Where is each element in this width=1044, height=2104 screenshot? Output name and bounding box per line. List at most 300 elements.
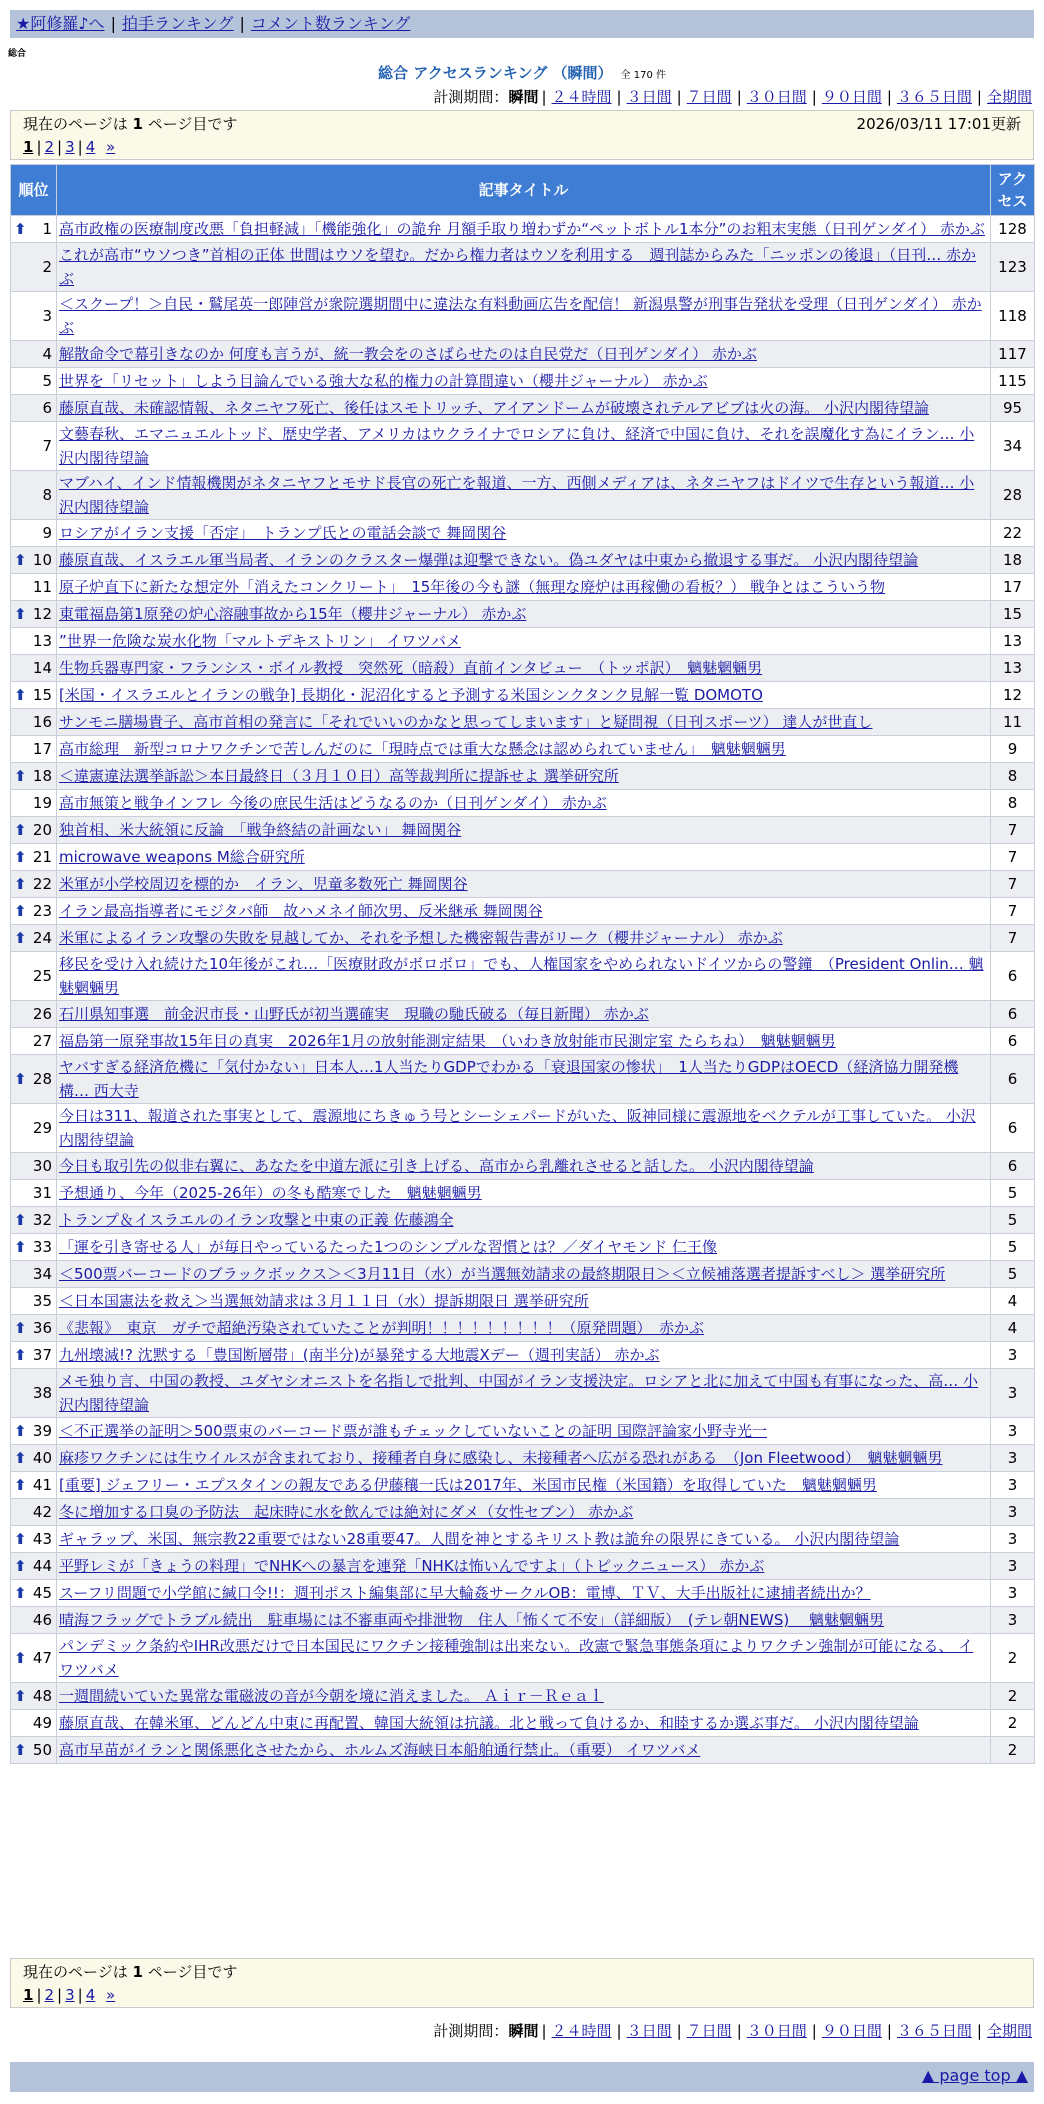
- nav-separator: |: [110, 14, 116, 33]
- access-count: 5: [991, 1207, 1035, 1234]
- pagination-next[interactable]: »: [106, 138, 116, 156]
- access-count: 9: [991, 736, 1035, 763]
- title-cell: [57, 1499, 991, 1526]
- article-link[interactable]: サンモニ膳場貴子、高市首相の発言に「それでいいのかなと思ってしまいます」と疑問視（日刊スポーツ） 達人が世直し: [59, 713, 873, 731]
- title-cell: [57, 1607, 991, 1634]
- rank-number: 20: [32, 821, 52, 839]
- rank-number: 43: [32, 1530, 52, 1548]
- access-count: 6: [991, 1153, 1035, 1180]
- pagination-link-4[interactable]: 4: [85, 138, 96, 156]
- rank-cell: [11, 952, 57, 1001]
- up-arrow-icon: ⬆: [14, 1741, 27, 1759]
- table-row: [11, 790, 1035, 817]
- access-count: 11: [991, 709, 1035, 736]
- rank-cell: [11, 763, 57, 790]
- title-cell: [57, 709, 991, 736]
- title-cell: [57, 1445, 991, 1472]
- rank-number: 3: [42, 307, 52, 325]
- access-count: 6: [991, 1001, 1035, 1028]
- rank-number: 28: [32, 1070, 52, 1088]
- article-link[interactable]: [米国・イスラエルとイランの戦争] 長期化・泥沼化すると予測する米国シンクタンク見解一覧 DOMOTO: [59, 686, 763, 704]
- rank-number: 26: [32, 1005, 52, 1023]
- article-link[interactable]: 高市総理 新型コロナワクチンで苦しんだのに「現時点では重大な懸念は認められていません」 魑魅魍魎男: [59, 740, 786, 758]
- access-count: 7: [991, 844, 1035, 871]
- article-link[interactable]: 生物兵器専門家・フランシス・ボイル教授 突然死（暗殺）直前インタビュー （トッポ訳） 魑魅魍魎男: [59, 659, 763, 677]
- article-link[interactable]: 予想通り、今年（2025-26年）の冬も酷寒でした 魑魅魍魎男: [59, 1184, 482, 1202]
- up-arrow-icon: ⬆: [14, 767, 27, 785]
- rank-cell: [11, 1153, 57, 1180]
- article-link[interactable]: [重要] ジェフリー・エプスタインの親友である伊藤穰一氏は2017年、米国市民権（米国籍）を取得していた 魑魅魍魎男: [59, 1476, 877, 1494]
- title-cell: [57, 471, 991, 520]
- period-link-30d[interactable]: ３０日間: [746, 88, 807, 106]
- rank-number: 27: [32, 1032, 52, 1050]
- access-count: 28: [991, 471, 1035, 520]
- access-count: 2: [991, 1634, 1035, 1683]
- article-link[interactable]: 高市早苗がイランと関係悪化させたから、ホルムズ海峡日本船舶通行禁止。（重要） イワツバメ: [59, 1741, 701, 1759]
- table-row: [11, 763, 1035, 790]
- footer-bar: [10, 2062, 1034, 2092]
- table-row: [11, 243, 1035, 292]
- pagination-link-2[interactable]: 2: [44, 1986, 55, 2004]
- rank-number: 18: [32, 767, 52, 785]
- title-cell: [57, 1180, 991, 1207]
- access-count: 118: [991, 292, 1035, 341]
- access-count: 6: [991, 952, 1035, 1001]
- nav-link-comment-ranking[interactable]: コメント数ランキング: [250, 14, 411, 33]
- rank-number: 36: [32, 1319, 52, 1337]
- article-link[interactable]: 米軍が小学校周辺を標的か イラン、児童多数死亡 舞岡関谷: [59, 875, 468, 893]
- table-row: [11, 1207, 1035, 1234]
- access-count: 3: [991, 1445, 1035, 1472]
- title-cell: [57, 520, 991, 547]
- access-count: 22: [991, 520, 1035, 547]
- pagination-current: 1: [23, 1986, 34, 2004]
- access-count: 7: [991, 871, 1035, 898]
- table-row: [11, 574, 1035, 601]
- rank-cell: [11, 1342, 57, 1369]
- access-count: 3: [991, 1369, 1035, 1418]
- up-arrow-icon: ⬆: [14, 220, 27, 238]
- rank-cell: [11, 1104, 57, 1153]
- rank-cell: [11, 1315, 57, 1342]
- rank-number: 47: [32, 1649, 52, 1667]
- table-row: [11, 601, 1035, 628]
- top-nav-bar: [10, 10, 1034, 38]
- rank-cell: [11, 1261, 57, 1288]
- title-cell: [57, 1369, 991, 1418]
- title-cell: [57, 952, 991, 1001]
- up-arrow-icon: ⬆: [14, 902, 27, 920]
- rank-number: 31: [32, 1184, 52, 1202]
- period-link-all[interactable]: 全期間: [986, 2022, 1032, 2040]
- up-arrow-icon: ⬆: [14, 1238, 27, 1256]
- up-arrow-icon: ⬆: [14, 1476, 27, 1494]
- table-row: [11, 628, 1035, 655]
- rank-number: 21: [32, 848, 52, 866]
- title-cell: [57, 1104, 991, 1153]
- table-row: [11, 952, 1035, 1001]
- table-row: [11, 1526, 1035, 1553]
- article-link[interactable]: 一週間続いていた異常な電磁波の音が今朝を境に消えました。 Ａｉｒ－Ｒｅａｌ: [59, 1687, 604, 1705]
- title-cell: [57, 736, 991, 763]
- table-row: [11, 1472, 1035, 1499]
- rank-cell: [11, 520, 57, 547]
- up-arrow-icon: ⬆: [14, 551, 27, 569]
- rank-cell: [11, 682, 57, 709]
- article-link[interactable]: 平野レミが「きょうの料理」でNHKへの暴言を連発「NHKは怖いんですよ」（トピックニュース） 赤かぶ: [59, 1557, 765, 1575]
- article-link[interactable]: 解散命令で幕引きなのか 何度も言うが、統一教会をのさばらせたのは自民党だ（日刊ゲンダイ） 赤かぶ: [59, 345, 757, 363]
- header-title: 記事タイトル: [57, 165, 991, 216]
- article-link[interactable]: 九州壊滅!? 沈黙する「豊国断層帯」(南半分)が暴発する大地震Xデー（週刊実話） 赤かぶ: [59, 1346, 660, 1364]
- period-link-24h[interactable]: ２４時間: [551, 88, 612, 106]
- period-link-365d[interactable]: ３６５日間: [896, 88, 972, 106]
- access-count: 95: [991, 395, 1035, 422]
- table-row: [11, 1315, 1035, 1342]
- title-cell: [57, 898, 991, 925]
- access-count: 117: [991, 341, 1035, 368]
- article-link[interactable]: イラン最高指導者にモジタバ師 故ハメネイ師次男、反米継承 舞岡関谷: [59, 902, 543, 920]
- table-row: [11, 292, 1035, 341]
- rank-cell: [11, 1001, 57, 1028]
- page-info-top: [10, 110, 1034, 160]
- title-cell: [57, 655, 991, 682]
- up-arrow-icon: ⬆: [14, 1449, 27, 1467]
- pagination-link-4[interactable]: 4: [85, 1986, 96, 2004]
- rank-cell: [11, 1418, 57, 1445]
- rank-cell: [11, 736, 57, 763]
- article-link[interactable]: 東電福島第1原発の炉心溶融事故から15年（櫻井ジャーナル） 赤かぶ: [59, 605, 527, 623]
- title-cell: [57, 682, 991, 709]
- article-link[interactable]: ＜500票バーコードのブラックボックス＞＜3月11日（水）が当選無効請求の最終期限日＞＜立候補落選者提訴すべし＞ 選挙研究所: [59, 1265, 946, 1283]
- title-cell: [57, 1028, 991, 1055]
- rank-number: 12: [32, 605, 52, 623]
- access-count: 3: [991, 1607, 1035, 1634]
- title-cell: [57, 243, 991, 292]
- rank-cell: [11, 1710, 57, 1737]
- table-row: [11, 1580, 1035, 1607]
- title-cell: [57, 1288, 991, 1315]
- title-cell: [57, 292, 991, 341]
- rank-cell: [11, 628, 57, 655]
- category-label: 総合: [8, 49, 27, 59]
- article-link[interactable]: 高市政権の医療制度改悪「負担軽減」「機能強化」の詭弁 月額手取り増わずか“ペットボトル1本分”のお粗末実態（日刊ゲンダイ） 赤かぶ: [59, 220, 985, 238]
- access-count: 3: [991, 1418, 1035, 1445]
- rank-number: 30: [32, 1157, 52, 1175]
- access-count: 3: [991, 1342, 1035, 1369]
- period-link-90d[interactable]: ９０日間: [821, 2022, 882, 2040]
- title-cell: [57, 395, 991, 422]
- rank-number: 13: [32, 632, 52, 650]
- rank-number: 34: [32, 1265, 52, 1283]
- up-arrow-icon: ⬆: [14, 1422, 27, 1440]
- pagination-link-2[interactable]: 2: [44, 138, 55, 156]
- rank-cell: [11, 1055, 57, 1104]
- article-link[interactable]: ”世界一危険な炭水化物「マルトデキストリン」 イワツバメ: [59, 632, 461, 650]
- nav-separator: |: [239, 14, 245, 33]
- article-link[interactable]: 《悲報》 東京 ガチで超絶汚染されていたことが判明！！！！！！！！！（原発問題） 赤かぶ: [59, 1319, 705, 1337]
- access-count: 7: [991, 925, 1035, 952]
- access-count: 3: [991, 1553, 1035, 1580]
- title-cell: [57, 1683, 991, 1710]
- rank-number: 50: [32, 1741, 52, 1759]
- rank-number: 11: [32, 578, 52, 596]
- rank-number: 10: [32, 551, 52, 569]
- article-link[interactable]: ヤバすぎる経済危機に「気付かない」日本人…1人当たりGDPでわかる「衰退国家の惨状」 1人当たりGDPはOECD（経済協力開発機構… 西大寺: [59, 1058, 959, 1100]
- up-arrow-icon: ⬆: [14, 848, 27, 866]
- table-row: [11, 1634, 1035, 1683]
- current-page-text: 現在のページは 1 ページ目です: [23, 115, 238, 133]
- rank-cell: [11, 1445, 57, 1472]
- access-count: 4: [991, 1288, 1035, 1315]
- article-link[interactable]: 藤原直哉、在韓米軍、どんどん中東に再配置、韓国大統領は抗議。北と戦って負けるか、和睦するか選ぶ事だ。 小沢内閣待望論: [59, 1714, 919, 1732]
- rank-cell: [11, 1499, 57, 1526]
- title-cell: [57, 1261, 991, 1288]
- article-link[interactable]: これが高市“ウソつき”首相の正体 世間はウソを望む。だから権力者はウソを利用する 週刊誌からみた「ニッポンの後退」（日刊… 赤かぶ: [59, 246, 976, 288]
- article-link[interactable]: ＜スクープ！＞自民・鷲尾英一郎陣営が衆院選期間中に違法な有料動画広告を配信！ 新潟県警が刑事告発状を受理（日刊ゲンダイ） 赤かぶ: [59, 295, 982, 337]
- rank-number: 15: [32, 686, 52, 704]
- title-cell: [57, 844, 991, 871]
- pagination-link-3[interactable]: 3: [65, 138, 75, 156]
- article-link[interactable]: 独首相、米大統領に反論 「戦争終結の計画ない」 舞岡関谷: [59, 821, 462, 839]
- table-row: [11, 709, 1035, 736]
- rank-cell: [11, 341, 57, 368]
- article-link[interactable]: 晴海フラッグでトラブル続出 駐車場には不審車両や排泄物 住人「怖くて不安」（詳細版） (テレ朝NEWS) 魑魅魍魎男: [59, 1611, 885, 1629]
- rank-number: 7: [42, 437, 52, 455]
- period-link-7d[interactable]: ７日間: [686, 88, 732, 106]
- rank-number: 48: [32, 1687, 52, 1705]
- title-cell: [57, 368, 991, 395]
- article-link[interactable]: 原子炉直下に新たな想定外「消えたコンクリート」 15年後の今も謎（無理な廃炉は再稼働の看板？） 戦争とはこういう物: [59, 578, 886, 596]
- nav-link-asyura[interactable]: ★阿修羅♪へ: [16, 14, 105, 33]
- table-row: [11, 1288, 1035, 1315]
- period-link-365d[interactable]: ３６５日間: [896, 2022, 972, 2040]
- access-count: 115: [991, 368, 1035, 395]
- article-link[interactable]: 麻疹ワクチンには生ウイルスが含まれており、接種者自身に感染し、未接種者へ広がる恐れがある （Jon Fleetwood） 魑魅魍魎男: [59, 1449, 943, 1467]
- pagination-current: 1: [23, 138, 34, 156]
- rank-number: 38: [32, 1384, 52, 1402]
- table-row: [11, 1553, 1035, 1580]
- table-row: [11, 898, 1035, 925]
- title-cell: [57, 216, 991, 243]
- rank-cell: [11, 1580, 57, 1607]
- article-link[interactable]: ギャラップ、米国、無宗教22重要ではない28重要47。人間を神とするキリスト教は詭弁の限界にきている。 小沢内閣待望論: [59, 1530, 900, 1548]
- rank-number: 35: [32, 1292, 52, 1310]
- table-row: [11, 368, 1035, 395]
- title-cell: [57, 925, 991, 952]
- rank-number: 23: [32, 902, 52, 920]
- header-access: アクセス: [991, 165, 1035, 216]
- table-row: [11, 1234, 1035, 1261]
- rank-cell: [11, 1472, 57, 1499]
- table-row: [11, 1499, 1035, 1526]
- rank-number: 4: [42, 345, 52, 363]
- article-link[interactable]: ＜日本国憲法を救え＞当選無効請求は３月１１日（水）提訴期限日 選挙研究所: [59, 1292, 589, 1310]
- rank-number: 24: [32, 929, 52, 947]
- rank-number: 6: [42, 399, 52, 417]
- table-row: [11, 844, 1035, 871]
- article-link[interactable]: メモ独り言、中国の教授、ユダヤシオニストを名指しで批判、中国がイラン支援決定。ロシアと北に加えて中国も有事になった、高… 小沢内閣待望論: [59, 1372, 979, 1414]
- title-cell: [57, 341, 991, 368]
- access-count: 8: [991, 790, 1035, 817]
- nav-link-clap-ranking[interactable]: 拍手ランキング: [121, 14, 234, 33]
- title-cell: [57, 1055, 991, 1104]
- up-arrow-icon: ⬆: [14, 1584, 27, 1602]
- article-link[interactable]: スーフリ問題で小学館に緘口令!!：週刊ポスト編集部に早大輪姦サークルOB：電博、ＴＶ、大手出版社に逮捕者続出か？: [59, 1584, 871, 1602]
- access-count: 2: [991, 1710, 1035, 1737]
- table-row: [11, 1418, 1035, 1445]
- rank-number: 19: [32, 794, 52, 812]
- rank-cell: [11, 368, 57, 395]
- pagination-next[interactable]: »: [106, 1986, 116, 2004]
- rank-cell: [11, 871, 57, 898]
- access-count: 2: [991, 1737, 1035, 1764]
- page-title: [0, 62, 1044, 83]
- rank-number: 42: [32, 1503, 52, 1521]
- rank-cell: [11, 790, 57, 817]
- rank-cell: [11, 422, 57, 471]
- rank-cell: [11, 1234, 57, 1261]
- table-row: [11, 1001, 1035, 1028]
- rank-cell: [11, 1288, 57, 1315]
- article-link[interactable]: パンデミック条約やIHR改悪だけで日本国民にワクチン接種強制は出来ない。改憲で緊急事態条項によりワクチン強制が可能になる、 イワツバメ: [59, 1637, 974, 1679]
- rank-number: 1: [42, 220, 52, 238]
- table-row: [11, 471, 1035, 520]
- period-selector-bottom: 計測期間：瞬間 | ２４時間 | ３日間 | ７日間 | ３０日間 | ９０日間 | ３６５日間 | 全期間: [433, 2022, 1032, 2040]
- up-arrow-icon: ⬆: [14, 686, 27, 704]
- access-count: 3: [991, 1499, 1035, 1526]
- article-link[interactable]: トランプ＆イスラエルのイラン攻撃と中東の正義 佐藤鴻全: [59, 1211, 454, 1229]
- table-row: [11, 395, 1035, 422]
- pagination-bottom: 1 | 2 | 3 | 4 »: [23, 1986, 116, 2004]
- rank-number: 9: [42, 524, 52, 542]
- article-link[interactable]: ＜不正選挙の証明＞500票束のバーコード票が誰もチェックしていないことの証明 国際評論家小野寺光一: [59, 1422, 767, 1440]
- article-link[interactable]: 移民を受け入れ続けた10年後がこれ…「医療財政がボロボロ」でも、人権国家をやめられないドイツからの警鐘 （President Onlin… 魑魅魍魎男: [59, 955, 984, 997]
- article-link[interactable]: 今日も取引先の似非右翼に、あなたを中道左派に引き上げる、高市から乳離れさせると話した。 小沢内閣待望論: [59, 1157, 814, 1175]
- article-link[interactable]: 米軍によるイラン攻撃の失敗を見越してか、それを予想した機密報告書がリーク（櫻井ジャーナル） 赤かぶ: [59, 929, 783, 947]
- rank-number: 33: [32, 1238, 52, 1256]
- rank-number: 46: [32, 1611, 52, 1629]
- page-top-link[interactable]: ▲ page top ▲: [921, 2066, 1028, 2085]
- rank-number: 14: [32, 659, 52, 677]
- table-row: [11, 1683, 1035, 1710]
- rank-cell: [11, 216, 57, 243]
- title-cell: [57, 1634, 991, 1683]
- rank-number: 5: [42, 372, 52, 390]
- title-cell: [57, 1234, 991, 1261]
- article-link[interactable]: ＜違憲違法選挙訴訟＞本日最終日（３月１０日）高等裁判所に提訴せよ 選挙研究所: [59, 767, 619, 785]
- rank-cell: [11, 471, 57, 520]
- rank-cell: [11, 547, 57, 574]
- access-count: 13: [991, 628, 1035, 655]
- article-link[interactable]: 高市無策と戦争インフレ 今後の庶民生活はどうなるのか（日刊ゲンダイ） 赤かぶ: [59, 794, 607, 812]
- period-selector-top: 計測期間：瞬間 | ２４時間 | ３日間 | ７日間 | ３０日間 | ９０日間 | ３６５日間 | 全期間: [433, 88, 1032, 106]
- rank-cell: [11, 292, 57, 341]
- period-link-3d[interactable]: ３日間: [626, 2022, 672, 2040]
- table-row: [11, 817, 1035, 844]
- rank-number: 2: [42, 258, 52, 276]
- table-row: [11, 422, 1035, 471]
- period-link-3d[interactable]: ３日間: [626, 88, 672, 106]
- access-count: 4: [991, 1315, 1035, 1342]
- table-row: [11, 1342, 1035, 1369]
- table-row: [11, 547, 1035, 574]
- rank-number: 29: [32, 1119, 52, 1137]
- header-rank: 順位: [11, 165, 57, 216]
- pagination-top: 1 | 2 | 3 | 4 »: [23, 138, 116, 156]
- period-label: 計測期間：: [433, 88, 509, 106]
- access-count: 2: [991, 1683, 1035, 1710]
- article-link[interactable]: microwave weapons M総合研究所: [59, 848, 305, 866]
- rank-number: 37: [32, 1346, 52, 1364]
- rank-cell: [11, 898, 57, 925]
- access-count: 3: [991, 1580, 1035, 1607]
- period-link-24h[interactable]: ２４時間: [551, 2022, 612, 2040]
- rank-number: 44: [32, 1557, 52, 1575]
- up-arrow-icon: ⬆: [14, 1687, 27, 1705]
- access-count: 6: [991, 1028, 1035, 1055]
- up-arrow-icon: ⬆: [14, 605, 27, 623]
- table-row: [11, 1710, 1035, 1737]
- access-count: 5: [991, 1180, 1035, 1207]
- pagination-link-3[interactable]: 3: [65, 1986, 75, 2004]
- access-count: 5: [991, 1261, 1035, 1288]
- rank-cell: [11, 1553, 57, 1580]
- article-link[interactable]: 今日は311、報道された事実として、震源地にちきゅう号とシーシェパードがいた、阪神同様に震源地をベクテルが工事していた。 小沢内閣待望論: [59, 1107, 976, 1149]
- article-link[interactable]: 福島第一原発事故15年目の真実 2026年1月の放射能測定結果 （いわき放射能市民測定室 たらちね） 魑魅魍魎男: [59, 1032, 836, 1050]
- access-count: 3: [991, 1472, 1035, 1499]
- title-cell: [57, 1315, 991, 1342]
- title-cell: [57, 1526, 991, 1553]
- access-count: 5: [991, 1234, 1035, 1261]
- period-current: 瞬間: [508, 88, 539, 106]
- access-count: 6: [991, 1055, 1035, 1104]
- table-row: [11, 1445, 1035, 1472]
- period-link-all[interactable]: 全期間: [986, 88, 1032, 106]
- current-page-text: 現在のページは 1 ページ目です: [23, 1963, 238, 1981]
- up-arrow-icon: ⬆: [14, 1346, 27, 1364]
- rank-number: 8: [42, 486, 52, 504]
- period-link-7d[interactable]: ７日間: [686, 2022, 732, 2040]
- article-link[interactable]: 冬に増加する口臭の予防法 起床時に水を飲んでは絶対にダメ（女性セブン） 赤かぶ: [59, 1503, 634, 1521]
- rank-cell: [11, 709, 57, 736]
- ranking-table: [10, 164, 1035, 1764]
- title-cell: [57, 790, 991, 817]
- access-count: 3: [991, 1526, 1035, 1553]
- period-link-30d[interactable]: ３０日間: [746, 2022, 807, 2040]
- table-row: [11, 1607, 1035, 1634]
- title-cell: [57, 1553, 991, 1580]
- rank-cell: [11, 925, 57, 952]
- table-row: [11, 655, 1035, 682]
- access-count: 13: [991, 655, 1035, 682]
- rank-cell: [11, 243, 57, 292]
- article-link[interactable]: 世界を「リセット」しよう目論んでいる強大な私的権力の計算間違い（櫻井ジャーナル） 赤かぶ: [59, 372, 708, 390]
- rank-cell: [11, 1369, 57, 1418]
- article-link[interactable]: 石川県知事選 前金沢市長・山野氏が初当選確実 現職の馳氏破る（毎日新聞） 赤かぶ: [59, 1005, 649, 1023]
- title-cell: [57, 1580, 991, 1607]
- article-link[interactable]: マブハイ、インド情報機関がネタニヤフとモサド長官の死亡を報道、一方、西側メディアは、ネタニヤフはドイツで生存という報道… 小沢内閣待望論: [59, 474, 975, 516]
- article-link[interactable]: 藤原直哉、イスラエル軍当局者、イランのクラスター爆弾は迎撃できない。偽ユダヤは中東から撤退する事だ。 小沢内閣待望論: [59, 551, 919, 569]
- access-count: 15: [991, 601, 1035, 628]
- article-link[interactable]: 文藝春秋、エマニュエルトッド、歴史学者、アメリカはウクライナでロシアに負け、経済で中国に負け、それを誤魔化す為にイラン… 小沢内閣待望論: [59, 425, 975, 467]
- article-link[interactable]: ロシアがイラン支援「否定」 トランプ氏との電話会談で 舞岡関谷: [59, 524, 507, 542]
- period-link-90d[interactable]: ９０日間: [821, 88, 882, 106]
- table-row: [11, 871, 1035, 898]
- period-label: 計測期間：: [433, 2022, 509, 2040]
- article-link[interactable]: 「運を引き寄せる人」が毎日やっているたった1つのシンプルな習慣とは？／ダイヤモンド 仁王像: [59, 1238, 718, 1256]
- article-link[interactable]: 藤原直哉、未確認情報、ネタニヤフ死亡、後任はスモトリッチ、アイアンドームが破壊されテルアビブは火の海。 小沢内閣待望論: [59, 399, 929, 417]
- title-cell: [57, 871, 991, 898]
